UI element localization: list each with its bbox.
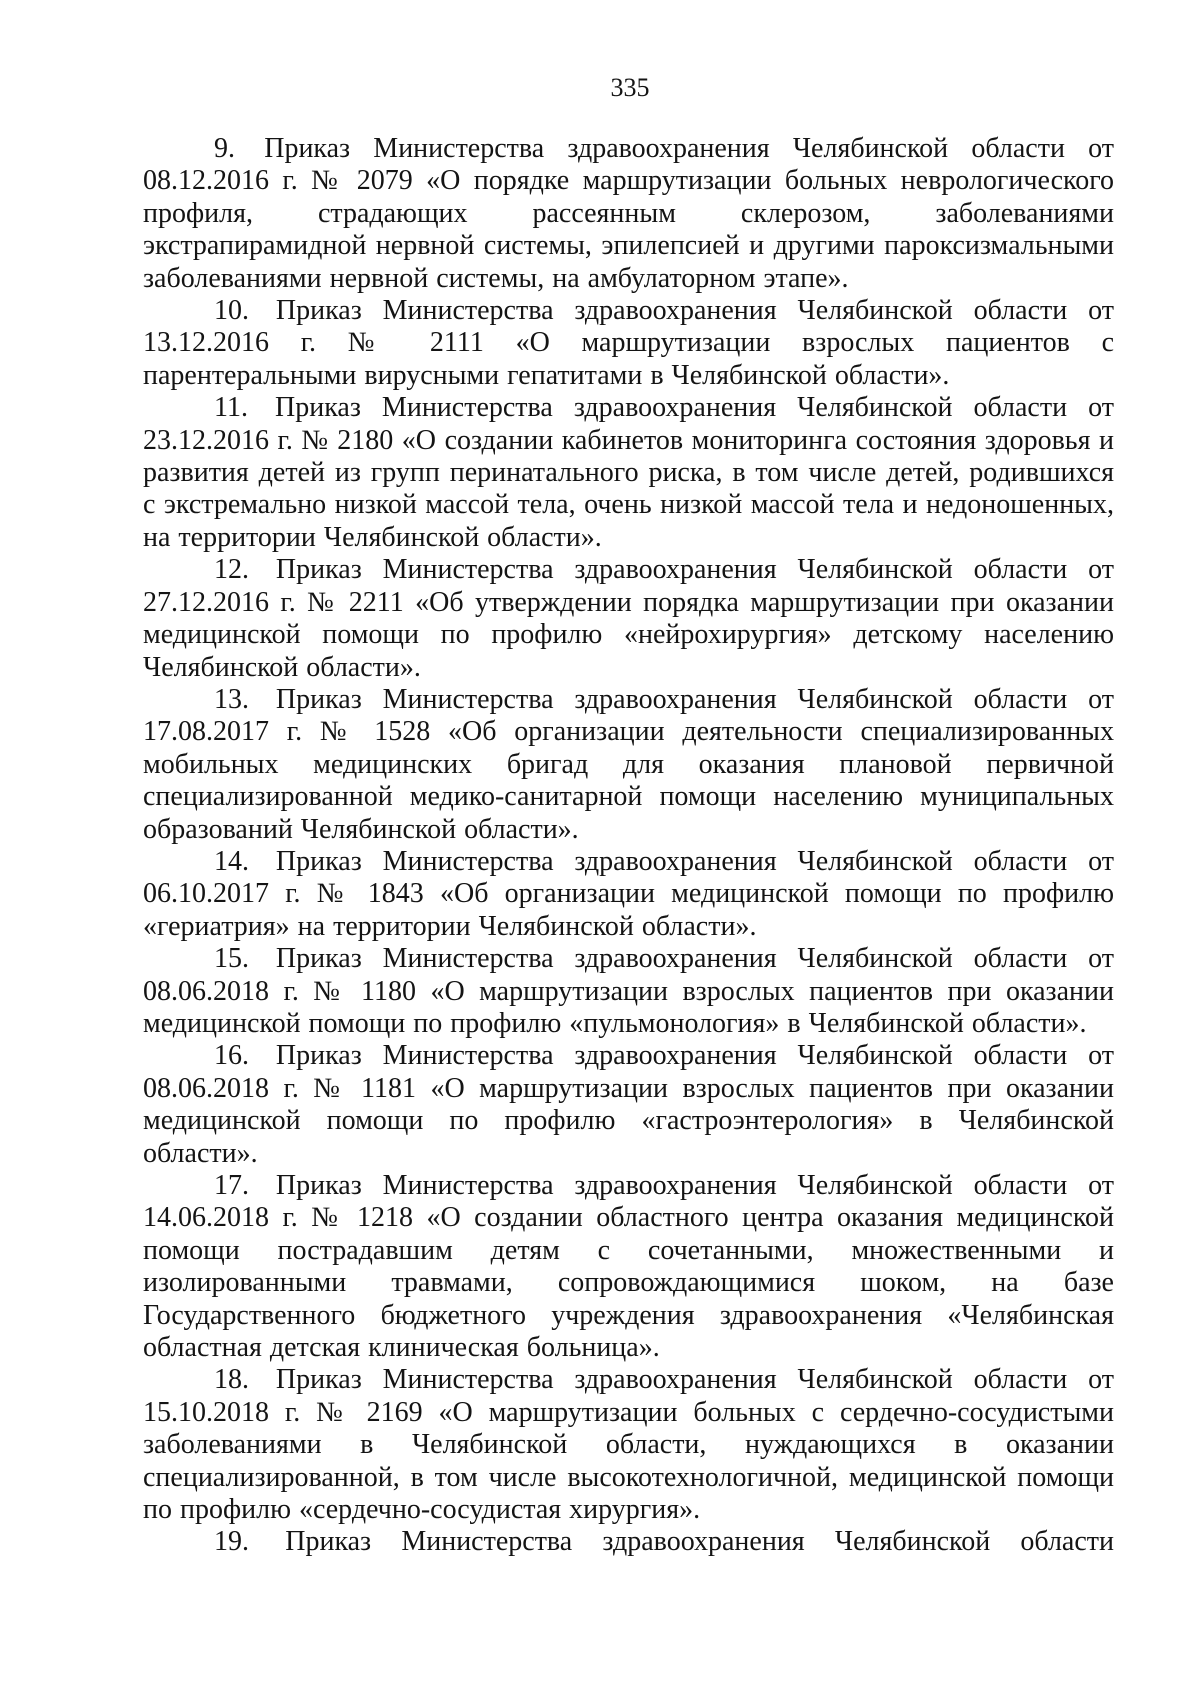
item-number: 12. [214, 554, 249, 586]
list-item [143, 943, 1114, 1040]
list-item [143, 1040, 1114, 1170]
item-number: 10. [214, 295, 249, 327]
item-text: Приказ Министерства здравоохранения Челябинской области от 13.12.2016 г. № 2111 «О маршрутизации взрослых пациентов с парентеральными вирусными гепатитами в Челябинской области». [143, 295, 1114, 391]
item-text: Приказ Министерства здравоохранения Челябинской области от 27.12.2016 г. № 2211 «Об утверждении порядка маршрутизации при оказании медицинской помощи по профилю «нейрохирургия» детскому населению Челябинской области». [143, 554, 1114, 683]
list-item [143, 554, 1114, 684]
item-text: Приказ Министерства здравоохранения Челябинской области от 17.08.2017 г. № 1528 «Об организации деятельности специализированных мобильных медицинских бригад для оказания плановой первичной специализированной медико-санитарной помощи населению муниципальных образований Челябинской области». [143, 683, 1114, 845]
item-text: Приказ Министерства здравоохранения Челябинской области от 14.06.2018 г. № 1218 «О создании областного центра оказания медицинской помощи пострадавшим детям с сочетанными, множественными и изолированными травмами, сопровождающимися шоком, на базе Государственного бюджетного учреждения здравоохранения «Челябинская областная детская клиническая больница». [143, 1170, 1114, 1364]
list-item [143, 846, 1114, 943]
item-text: Приказ Министерства здравоохранения Челябинской области от 08.12.2016 г. № 2079 «О порядке маршрутизации больных неврологического профиля, страдающих рассеянным склерозом, заболеваниями экстрапирамидной нервной системы, эпилепсией и другими пароксизмальными заболеваниями нервной системы, на амбулаторном этапе». [143, 133, 1115, 294]
item-number: 15. [214, 943, 249, 975]
item-text: Приказ Министерства здравоохранения Челябинской области от 08.06.2018 г. № 1180 «О маршрутизации взрослых пациентов при оказании медицинской помощи по профилю «пульмонология» в Челябинской области». [143, 943, 1114, 1039]
item-number: 16. [214, 1040, 249, 1072]
list-item [143, 295, 1114, 392]
item-text: Приказ Министерства здравоохранения Челябинской области от 06.10.2017 г. № 1843 «Об организации медицинской помощи по профилю «гериатрия» на территории Челябинской области». [143, 845, 1114, 942]
page-number: 335 [610, 73, 650, 102]
item-number: 18. [214, 1364, 249, 1396]
item-number: 9. [214, 133, 235, 164]
list-item [143, 133, 1114, 295]
item-text: Приказ Министерства здравоохранения Челябинской области [285, 1526, 1115, 1558]
list-item [143, 1170, 1114, 1364]
list-item [143, 392, 1114, 554]
list-item [143, 1526, 1114, 1558]
item-text: Приказ Министерства здравоохранения Челябинской области от 23.12.2016 г. № 2180 «О создании кабинетов мониторинга состояния здоровья и развития детей из групп перинатального риска, в том числе детей, родившихся с экстремально низкой массой тела, очень низкой массой тела и недоношенных, на территории Челябинской области». [143, 392, 1114, 553]
item-number: 14. [214, 845, 249, 877]
document-body [143, 133, 1114, 1559]
item-number: 17. [214, 1170, 249, 1201]
list-item [143, 684, 1114, 846]
item-number: 11. [214, 392, 248, 424]
item-number: 13. [214, 683, 249, 715]
item-number: 19. [214, 1526, 249, 1558]
item-text: Приказ Министерства здравоохранения Челябинской области от 15.10.2018 г. № 2169 «О маршрутизации больных с сердечно-сосудистыми заболеваниями в Челябинской области, нуждающихся в оказании специализированной, в том числе высокотехнологичной, медицинской помощи по профилю «сердечно-сосудистая хирургия». [143, 1364, 1114, 1526]
list-item [143, 1364, 1114, 1526]
item-text: Приказ Министерства здравоохранения Челябинской области от 08.06.2018 г. № 1181 «О маршрутизации взрослых пациентов при оказании медицинской помощи по профилю «гастроэнтерология» в Челябинской области». [143, 1040, 1114, 1169]
